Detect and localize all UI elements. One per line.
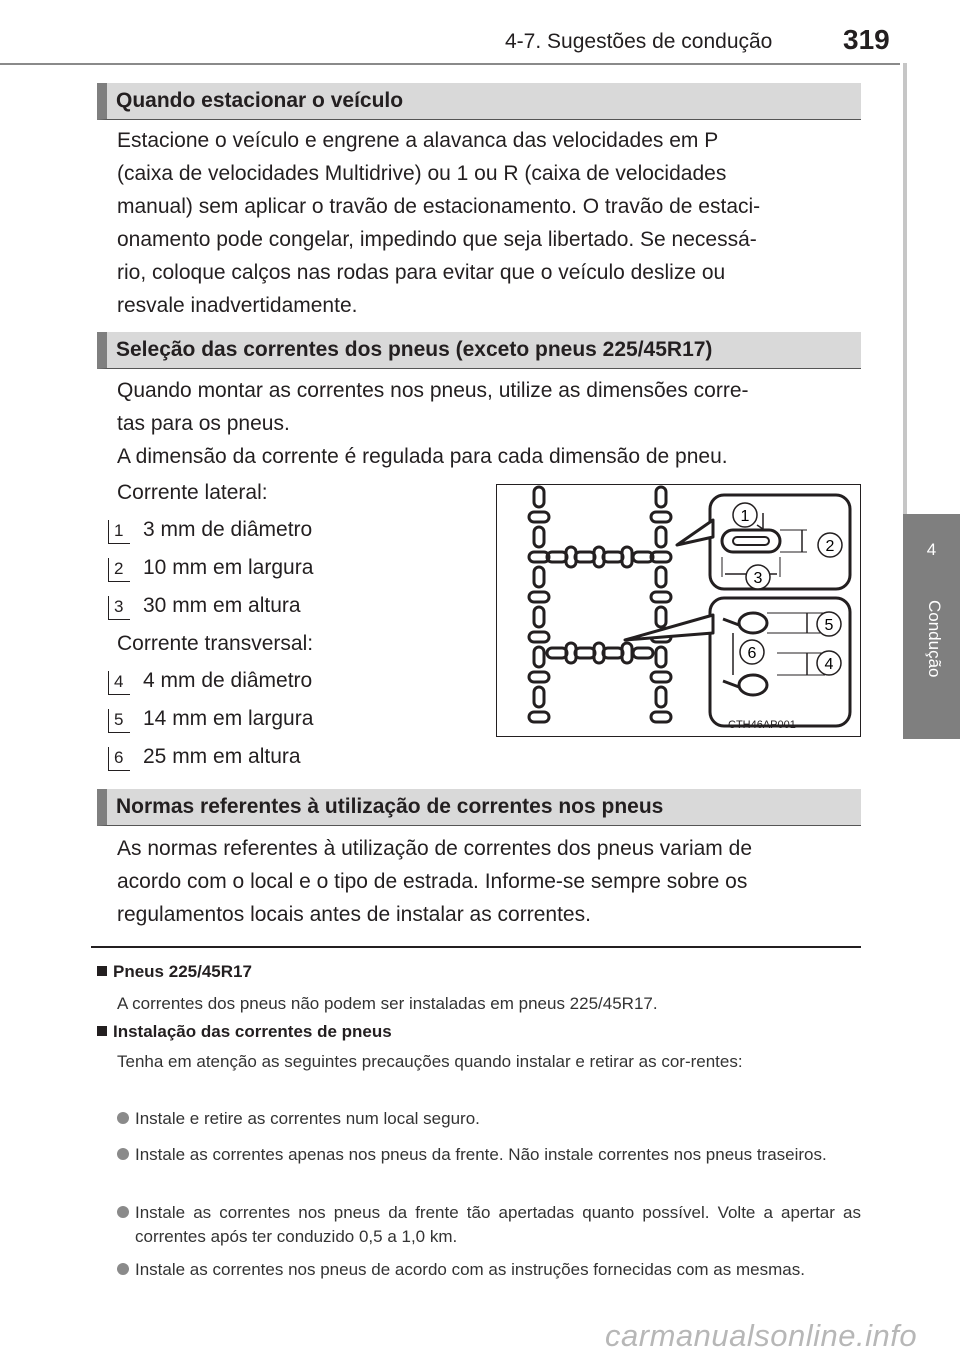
item-text: 4 mm de diâmetro (143, 669, 313, 692)
text-line: onamento pode congelar, impedindo que seja libertado. Se necessá- (117, 228, 757, 251)
figure-code: CTH46AP001 (728, 719, 796, 731)
item-text: 10 mm em largura (143, 556, 314, 579)
text-line: tas para os pneus. (117, 412, 290, 435)
callout-6 (740, 640, 764, 664)
item-number: 3 (108, 596, 130, 620)
bullet-dot-icon (117, 1148, 129, 1160)
note-text: Tenha em atenção as seguintes precauções quando instalar e retirar as cor-rentes: (117, 1052, 743, 1071)
chapter-number: 4 (926, 540, 937, 559)
square-bullet-icon (97, 1026, 107, 1036)
parking-paragraph (117, 124, 855, 322)
bullet-text: Instale e retire as correntes num local seguro. (135, 1109, 480, 1128)
callout-label: 4 (824, 656, 834, 673)
text-line: A dimensão da corrente é regulada para cada dimensão de pneu. (117, 445, 728, 468)
note-heading-tires (97, 962, 252, 982)
callout-label: 1 (740, 508, 750, 525)
section-heading-regulations (97, 789, 861, 826)
side-chain-label: Corrente lateral: (117, 481, 268, 504)
bullet-item (117, 1107, 861, 1131)
callout-label: 5 (824, 617, 834, 634)
text-line: As normas referentes à utilização de correntes dos pneus variam de (117, 837, 752, 860)
callout-4 (817, 651, 841, 675)
section-title: Quando estacionar o veículo (116, 89, 404, 112)
callout-3 (746, 565, 770, 589)
chain-selection-paragraph (117, 374, 855, 473)
bullet-item (117, 1143, 861, 1167)
note-heading-install (97, 1022, 392, 1042)
lower-cross-chain (547, 643, 653, 663)
tire-chain-illustration (497, 485, 860, 736)
item-number: 4 (108, 671, 130, 695)
note-text: A correntes dos pneus não podem ser instaladas em pneus 225/45R17. (117, 994, 658, 1013)
item-number: 2 (108, 558, 130, 582)
callout-label: 6 (747, 645, 757, 662)
section-title: Normas referentes à utilização de correntes nos pneus (116, 795, 664, 818)
tire-chain-figure (496, 484, 861, 737)
text-line: regulamentos locais antes de instalar as correntes. (117, 903, 591, 926)
bullet-dot-icon (117, 1112, 129, 1124)
square-bullet-icon (97, 966, 107, 976)
callout-5 (817, 612, 841, 636)
text-line: Estacione o veículo e engrene a alavanca das velocidades em P (117, 129, 719, 152)
regulations-paragraph (117, 832, 855, 931)
bullet-item (117, 1201, 861, 1249)
bullet-text: Instale as correntes apenas nos pneus da frente. Não instale correntes nos pneus traseiros. (135, 1145, 827, 1164)
note-heading-text: Pneus 225/45R17 (113, 962, 252, 981)
item-text: 14 mm em largura (143, 707, 314, 730)
callout-1 (733, 503, 757, 527)
bullet-item (117, 1258, 861, 1282)
bullet-dot-icon (117, 1206, 129, 1218)
text-line: resvale inadvertidamente. (117, 294, 358, 317)
right-side-chain (651, 487, 671, 722)
watermark: carmanualsonline.info (605, 1318, 918, 1353)
callout-label: 2 (825, 538, 835, 555)
text-line: manual) sem aplicar o travão de estacionamento. O travão de estaci- (117, 195, 761, 218)
section-heading-parking (97, 83, 861, 120)
callout-2 (818, 533, 842, 557)
cross-chain-label: Corrente transversal: (117, 632, 314, 655)
header-rule (0, 63, 900, 65)
left-side-chain (529, 487, 549, 722)
section-heading-chain-selection (97, 332, 861, 369)
text-line: Quando montar as correntes nos pneus, utilize as dimensões corre- (117, 379, 749, 402)
item-number: 1 (108, 520, 130, 544)
bullet-dot-icon (117, 1263, 129, 1275)
notes-divider (91, 946, 861, 948)
running-header: 4-7. Sugestões de condução (505, 30, 773, 53)
bullet-text: Instale as correntes nos pneus da frente tão apertadas quanto possível. Volte a apertar as correntes após ter conduzido 0,5 a 1,0 km. (135, 1203, 861, 1246)
text-line: acordo com o local e o tipo de estrada. Informe-se sempre sobre os (117, 870, 748, 893)
chapter-label: Condução (925, 600, 944, 678)
section-title: Seleção das correntes dos pneus (exceto pneus 225/45R17) (116, 338, 713, 361)
upper-cross-chain (547, 547, 653, 567)
item-text: 25 mm em altura (143, 745, 301, 768)
item-text: 30 mm em altura (143, 594, 301, 617)
item-number: 6 (108, 747, 130, 771)
bullet-text: Instale as correntes nos pneus de acordo com as instruções fornecidas com as mesmas. (135, 1260, 805, 1279)
text-line: (caixa de velocidades Multidrive) ou 1 ou R (caixa de velocidades (117, 162, 727, 185)
side-divider (903, 63, 907, 514)
item-number: 5 (108, 709, 130, 733)
callout-label: 3 (753, 570, 763, 587)
text-line: rio, coloque calços nas rodas para evitar que o veículo deslize ou (117, 261, 726, 284)
item-text: 3 mm de diâmetro (143, 518, 313, 541)
page-number: 319 (843, 24, 890, 55)
note-heading-text: Instalação das correntes de pneus (113, 1022, 392, 1041)
